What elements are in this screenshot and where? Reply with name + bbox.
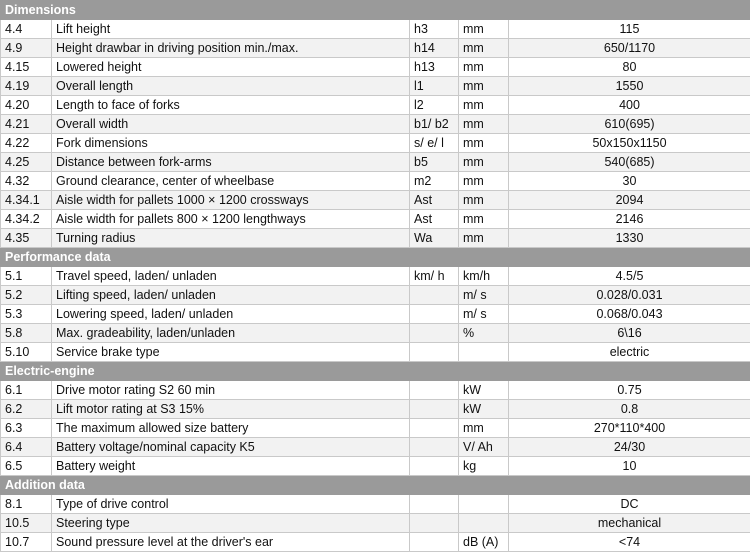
item-symbol: b1/ b2 xyxy=(410,115,459,134)
item-symbol: l1 xyxy=(410,77,459,96)
table-row xyxy=(1,343,750,362)
item-value: 2094 xyxy=(509,191,750,210)
item-symbol: Ast xyxy=(410,210,459,229)
table-row xyxy=(1,514,750,533)
item-symbol xyxy=(410,457,459,476)
table-row xyxy=(1,39,750,58)
item-number: 4.34.1 xyxy=(1,191,52,210)
item-unit: m/ s xyxy=(459,305,509,324)
table-row xyxy=(1,20,750,39)
table-row xyxy=(1,115,750,134)
item-description: Lifting speed, laden/ unladen xyxy=(52,286,410,305)
item-description: Aisle width for pallets 800 × 1200 lengthways xyxy=(52,210,410,229)
table-row xyxy=(1,457,750,476)
item-unit: mm xyxy=(459,153,509,172)
table-row xyxy=(1,305,750,324)
item-description: Battery voltage/nominal capacity K5 xyxy=(52,438,410,457)
item-unit: mm xyxy=(459,191,509,210)
item-number: 4.9 xyxy=(1,39,52,58)
item-number: 6.5 xyxy=(1,457,52,476)
item-symbol: h3 xyxy=(410,20,459,39)
table-row xyxy=(1,58,750,77)
item-unit: mm xyxy=(459,39,509,58)
item-value: electric xyxy=(509,343,750,362)
item-description: Lowered height xyxy=(52,58,410,77)
item-unit: mm xyxy=(459,20,509,39)
item-description: Ground clearance, center of wheelbase xyxy=(52,172,410,191)
item-number: 10.7 xyxy=(1,533,52,552)
section-header xyxy=(1,1,750,20)
item-value: 4.5/5 xyxy=(509,267,750,286)
item-description: Turning radius xyxy=(52,229,410,248)
item-value: 50x150x1150 xyxy=(509,134,750,153)
table-row xyxy=(1,533,750,552)
item-symbol xyxy=(410,286,459,305)
section-title: Dimensions xyxy=(1,1,750,20)
item-value: 1550 xyxy=(509,77,750,96)
item-number: 4.32 xyxy=(1,172,52,191)
item-value: 0.068/0.043 xyxy=(509,305,750,324)
item-number: 5.1 xyxy=(1,267,52,286)
item-number: 5.8 xyxy=(1,324,52,343)
item-description: Travel speed, laden/ unladen xyxy=(52,267,410,286)
item-symbol xyxy=(410,495,459,514)
item-value: 80 xyxy=(509,58,750,77)
item-description: Battery weight xyxy=(52,457,410,476)
table-row xyxy=(1,172,750,191)
item-description: Drive motor rating S2 60 min xyxy=(52,381,410,400)
item-number: 6.4 xyxy=(1,438,52,457)
item-unit: kW xyxy=(459,400,509,419)
item-value: 2146 xyxy=(509,210,750,229)
item-value: mechanical xyxy=(509,514,750,533)
item-symbol xyxy=(410,400,459,419)
item-number: 4.20 xyxy=(1,96,52,115)
item-description: Sound pressure level at the driver's ear xyxy=(52,533,410,552)
item-symbol: b5 xyxy=(410,153,459,172)
item-unit xyxy=(459,495,509,514)
item-unit: m/ s xyxy=(459,286,509,305)
table-row xyxy=(1,400,750,419)
item-value: 0.8 xyxy=(509,400,750,419)
item-value: 24/30 xyxy=(509,438,750,457)
item-symbol: Wa xyxy=(410,229,459,248)
table-row xyxy=(1,419,750,438)
item-unit: mm xyxy=(459,419,509,438)
table-row xyxy=(1,191,750,210)
item-unit xyxy=(459,514,509,533)
item-unit: mm xyxy=(459,77,509,96)
item-number: 6.3 xyxy=(1,419,52,438)
item-number: 5.3 xyxy=(1,305,52,324)
item-description: Lift height xyxy=(52,20,410,39)
table-row xyxy=(1,438,750,457)
item-unit: km/h xyxy=(459,267,509,286)
item-symbol xyxy=(410,324,459,343)
item-unit: % xyxy=(459,324,509,343)
item-symbol xyxy=(410,305,459,324)
item-unit: mm xyxy=(459,210,509,229)
section-title: Addition data xyxy=(1,476,750,495)
item-value: 610(695) xyxy=(509,115,750,134)
item-description: Type of drive control xyxy=(52,495,410,514)
item-symbol: km/ h xyxy=(410,267,459,286)
item-number: 6.2 xyxy=(1,400,52,419)
item-symbol xyxy=(410,381,459,400)
item-unit xyxy=(459,343,509,362)
item-value: 650/1170 xyxy=(509,39,750,58)
item-value: 1330 xyxy=(509,229,750,248)
item-description: Overall length xyxy=(52,77,410,96)
item-description: Lift motor rating at S3 15% xyxy=(52,400,410,419)
item-symbol xyxy=(410,343,459,362)
item-description: Service brake type xyxy=(52,343,410,362)
item-symbol: s/ e/ l xyxy=(410,134,459,153)
item-number: 4.25 xyxy=(1,153,52,172)
item-symbol: m2 xyxy=(410,172,459,191)
table-row xyxy=(1,267,750,286)
table-row xyxy=(1,134,750,153)
item-unit: mm xyxy=(459,229,509,248)
section-header xyxy=(1,476,750,495)
item-symbol xyxy=(410,533,459,552)
item-unit: V/ Ah xyxy=(459,438,509,457)
item-unit: mm xyxy=(459,96,509,115)
item-description: Distance between fork-arms xyxy=(52,153,410,172)
item-number: 4.19 xyxy=(1,77,52,96)
item-number: 4.35 xyxy=(1,229,52,248)
item-number: 4.15 xyxy=(1,58,52,77)
item-description: Length to face of forks xyxy=(52,96,410,115)
item-unit: dB (A) xyxy=(459,533,509,552)
item-symbol: Ast xyxy=(410,191,459,210)
table-row xyxy=(1,229,750,248)
item-number: 4.22 xyxy=(1,134,52,153)
item-value: 6\16 xyxy=(509,324,750,343)
item-symbol xyxy=(410,514,459,533)
item-description: Max. gradeability, laden/unladen xyxy=(52,324,410,343)
section-title: Electric-engine xyxy=(1,362,750,381)
item-value: 115 xyxy=(509,20,750,39)
item-symbol: h14 xyxy=(410,39,459,58)
item-value: 0.75 xyxy=(509,381,750,400)
section-header xyxy=(1,248,750,267)
item-unit: mm xyxy=(459,58,509,77)
item-description: Lowering speed, laden/ unladen xyxy=(52,305,410,324)
item-symbol xyxy=(410,438,459,457)
table-row xyxy=(1,286,750,305)
item-symbol xyxy=(410,419,459,438)
section-header xyxy=(1,362,750,381)
table-row xyxy=(1,495,750,514)
item-number: 5.10 xyxy=(1,343,52,362)
table-row xyxy=(1,96,750,115)
item-description: Height drawbar in driving position min./max. xyxy=(52,39,410,58)
item-symbol: h13 xyxy=(410,58,459,77)
item-description: Aisle width for pallets 1000 × 1200 crossways xyxy=(52,191,410,210)
item-description: Overall width xyxy=(52,115,410,134)
table-row xyxy=(1,77,750,96)
item-description: Steering type xyxy=(52,514,410,533)
item-value: DC xyxy=(509,495,750,514)
item-value: 270*110*400 xyxy=(509,419,750,438)
item-unit: mm xyxy=(459,115,509,134)
item-value: 400 xyxy=(509,96,750,115)
item-description: The maximum allowed size battery xyxy=(52,419,410,438)
item-number: 4.4 xyxy=(1,20,52,39)
spec-table-body xyxy=(1,1,750,552)
item-number: 4.21 xyxy=(1,115,52,134)
table-row xyxy=(1,381,750,400)
item-unit: mm xyxy=(459,134,509,153)
item-unit: kW xyxy=(459,381,509,400)
item-value: <74 xyxy=(509,533,750,552)
item-unit: kg xyxy=(459,457,509,476)
item-number: 6.1 xyxy=(1,381,52,400)
table-row xyxy=(1,210,750,229)
item-value: 30 xyxy=(509,172,750,191)
item-symbol: l2 xyxy=(410,96,459,115)
table-row xyxy=(1,153,750,172)
item-number: 10.5 xyxy=(1,514,52,533)
item-value: 540(685) xyxy=(509,153,750,172)
item-value: 0.028/0.031 xyxy=(509,286,750,305)
table-row xyxy=(1,324,750,343)
item-number: 4.34.2 xyxy=(1,210,52,229)
item-unit: mm xyxy=(459,172,509,191)
item-number: 8.1 xyxy=(1,495,52,514)
item-value: 10 xyxy=(509,457,750,476)
item-description: Fork dimensions xyxy=(52,134,410,153)
item-number: 5.2 xyxy=(1,286,52,305)
section-title: Performance data xyxy=(1,248,750,267)
